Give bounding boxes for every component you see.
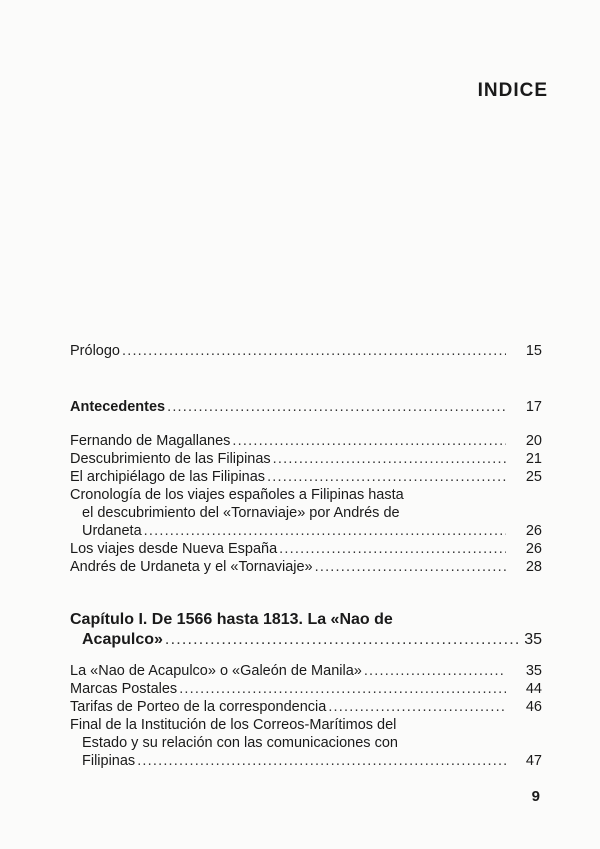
dot-leader (179, 680, 506, 698)
toc-entry-antecedentes (70, 398, 542, 416)
toc-entry-viajes (70, 540, 542, 558)
toc-entry-page: 35 (524, 631, 542, 648)
dot-leader (315, 558, 506, 576)
dot-leader (328, 698, 506, 716)
toc-entry-label: Prólogo (70, 343, 120, 359)
toc-entry-final (70, 716, 542, 770)
toc-entry-label: Fernando de Magallanes (70, 433, 231, 449)
toc-entry-page: 25 (525, 469, 542, 485)
page-title: INDICE (477, 80, 548, 101)
dot-leader (232, 432, 506, 450)
toc-entry-label: Marcas Postales (70, 681, 178, 697)
toc-entry-urdaneta (70, 558, 542, 576)
toc-entry-label-line: el descubrimiento del «Tornaviaje» por Andrés de (82, 505, 400, 521)
dot-leader (267, 468, 506, 486)
dot-leader (122, 342, 506, 360)
toc-entry-page: 21 (525, 451, 542, 467)
dot-leader (279, 540, 506, 558)
toc-entry-page: 26 (525, 541, 542, 557)
dot-leader (273, 450, 506, 468)
toc-entry-label-line: Cronología de los viajes españoles a Filipinas hasta (70, 487, 404, 503)
toc-entry-label: Andrés de Urdaneta y el «Tornaviaje» (70, 559, 313, 575)
page-number: 9 (531, 788, 540, 805)
toc-entry-nao (70, 662, 542, 680)
toc-entry-page: 20 (525, 433, 542, 449)
toc-entry-label: Descubrimiento de las Filipinas (70, 451, 271, 467)
chapter-title-line: Capítulo I. De 1566 hasta 1813. La «Nao de (70, 611, 393, 628)
dot-leader (165, 630, 518, 650)
toc-entry-page: 47 (525, 753, 542, 769)
toc-entry-archipielago (70, 468, 542, 486)
toc-entry-page: 44 (525, 681, 542, 697)
toc-entry-page: 46 (525, 699, 542, 715)
toc-entry-marcas (70, 680, 542, 698)
toc-entry-label-line: Urdaneta (82, 523, 142, 539)
toc-entry-label-line: Final de la Institución de los Correos-Marítimos del (70, 717, 397, 733)
toc-entry-label: El archipiélago de las Filipinas (70, 469, 266, 485)
dot-leader (144, 522, 506, 540)
toc-entry-page: 28 (525, 559, 542, 575)
toc-entry-prologo (70, 342, 542, 360)
toc-entry-label: Antecedentes (70, 399, 166, 415)
toc-entry-page: 15 (525, 343, 542, 359)
toc-entry-page: 17 (525, 399, 542, 415)
toc-entry-tarifas (70, 698, 542, 716)
toc-entry-cronologia (70, 486, 542, 540)
dot-leader (167, 398, 506, 416)
toc-entry-magallanes (70, 432, 542, 450)
toc-entry-label-line: Estado y su relación con las comunicaciones con (82, 735, 398, 751)
toc-entry-label: Los viajes desde Nueva España (70, 541, 278, 557)
toc-chapter-1 (70, 610, 542, 650)
toc-entry-page: 35 (525, 663, 542, 679)
toc-entry-label-line: Filipinas (82, 753, 136, 769)
toc-entry-label: Tarifas de Porteo de la correspondencia (70, 699, 327, 715)
toc-entry-page: 26 (525, 523, 542, 539)
toc-entry-descubrimiento (70, 450, 542, 468)
dot-leader (364, 662, 506, 680)
toc-entry-label: La «Nao de Acapulco» o «Galeón de Manila» (70, 663, 362, 679)
dot-leader (137, 752, 506, 770)
chapter-title-line: Acapulco» (82, 631, 163, 648)
